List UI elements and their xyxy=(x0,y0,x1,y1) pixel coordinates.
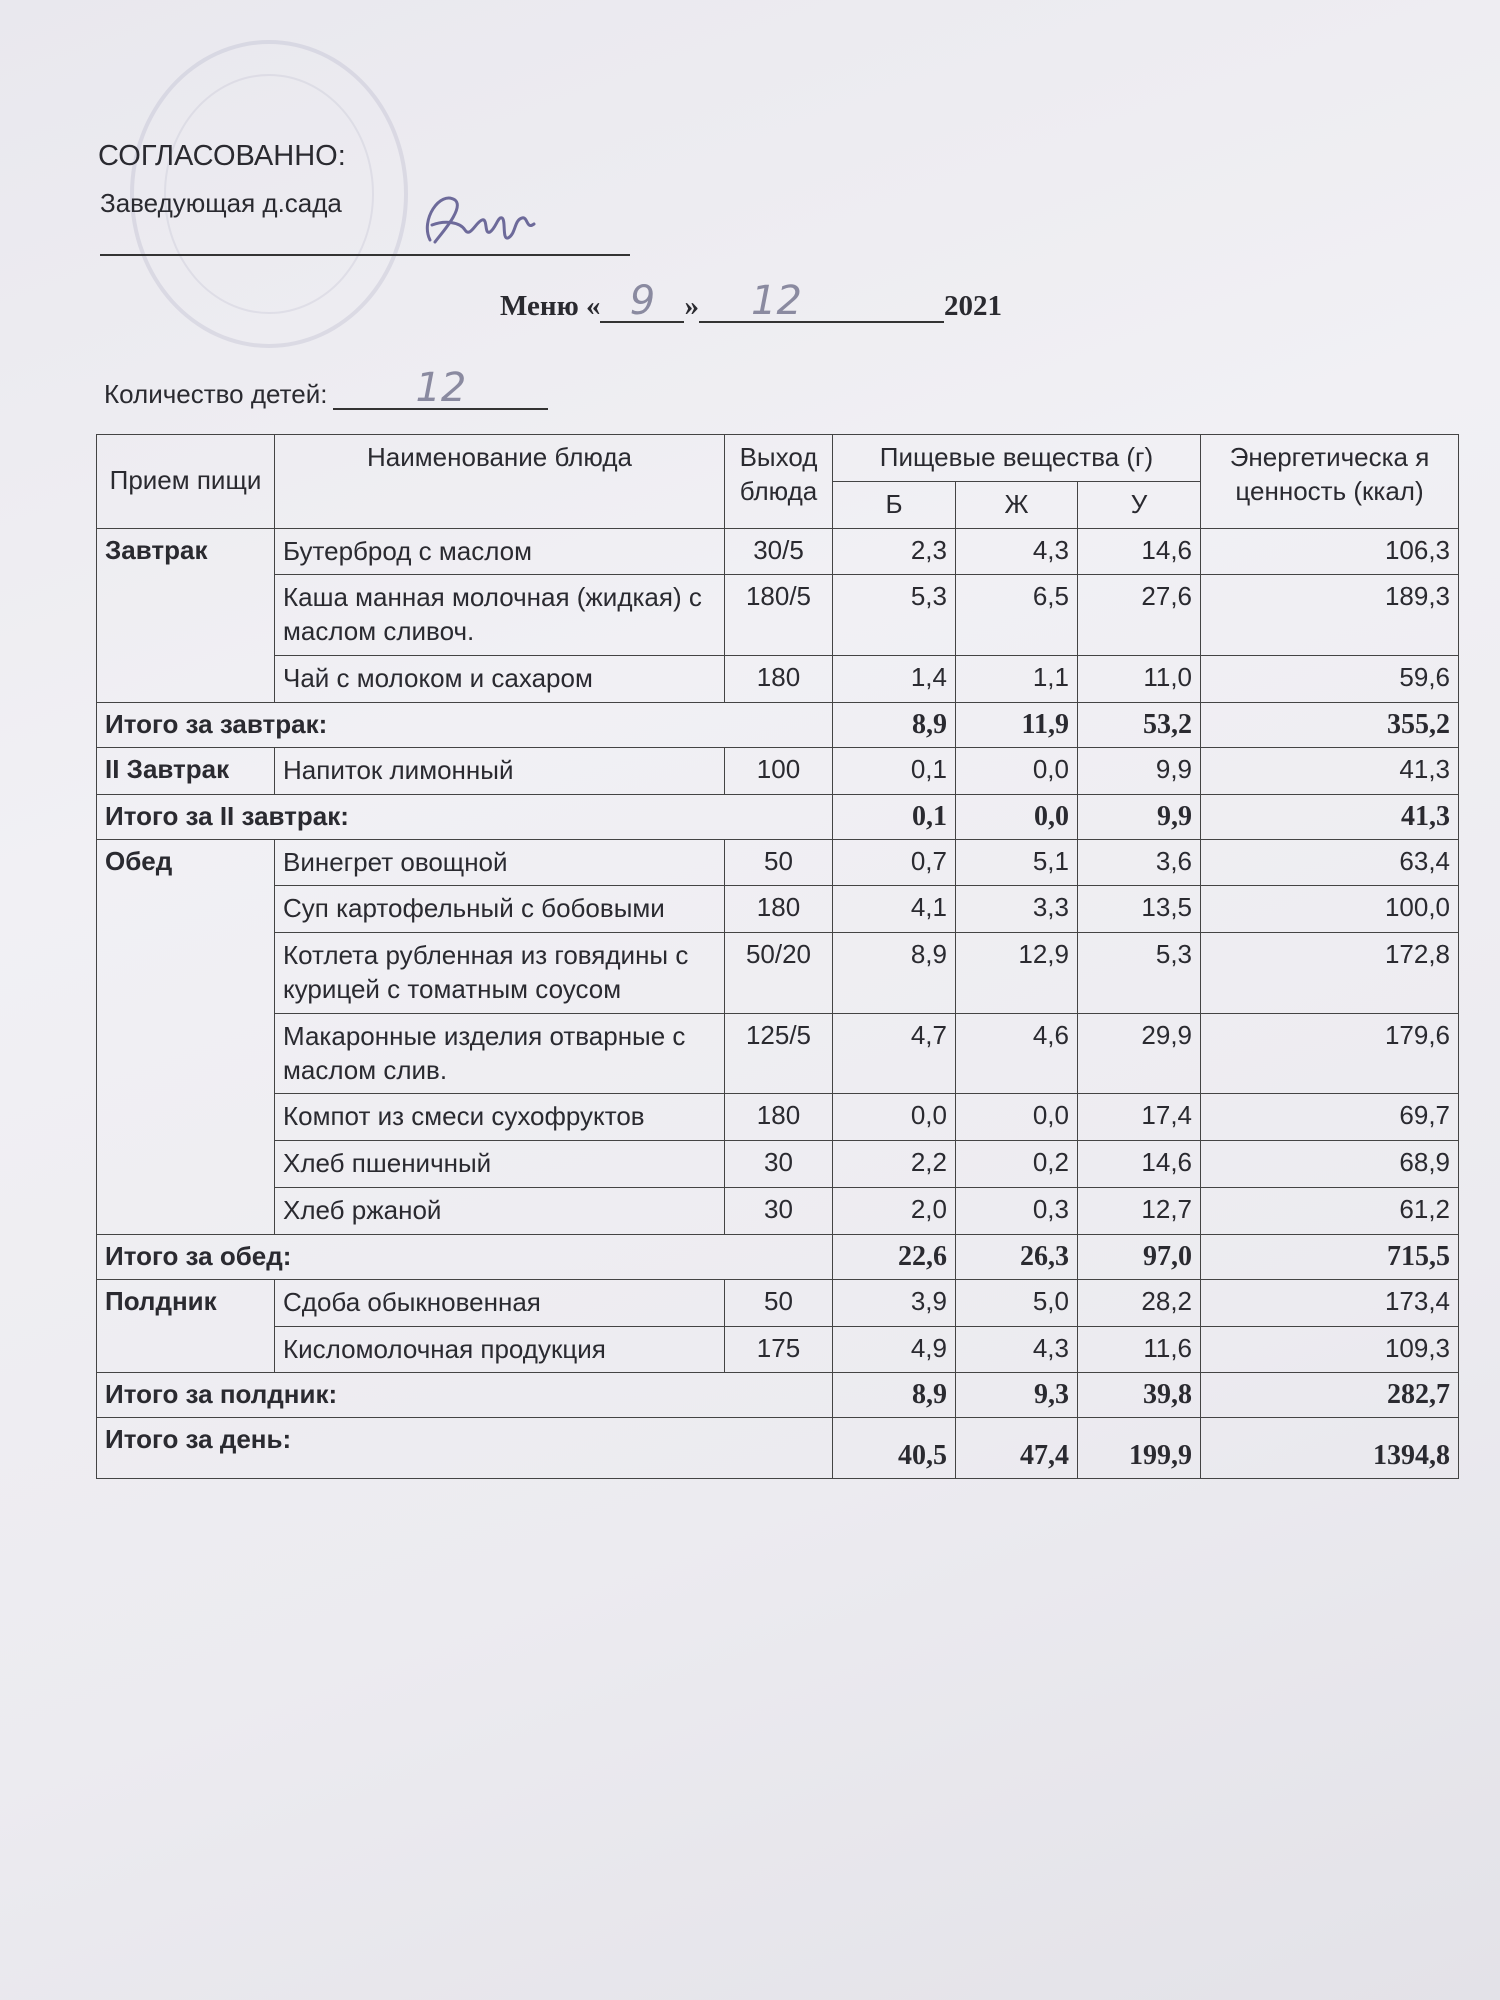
carbs: 12,7 xyxy=(1078,1187,1201,1234)
menu-title-mid: » xyxy=(684,290,699,322)
protein: 2,3 xyxy=(833,528,956,575)
children-label: Количество детей: xyxy=(104,379,328,409)
total-protein: 40,5 xyxy=(833,1418,956,1479)
dish-name: Чай с молоком и сахаром xyxy=(275,655,725,702)
carbs: 17,4 xyxy=(1078,1094,1201,1141)
table-row xyxy=(97,1094,1459,1141)
protein: 0,1 xyxy=(833,747,956,794)
dish-yield: 30/5 xyxy=(725,528,833,575)
carbs: 14,6 xyxy=(1078,1141,1201,1188)
total-protein: 0,1 xyxy=(833,794,956,839)
carbs: 28,2 xyxy=(1078,1279,1201,1326)
total-kcal: 715,5 xyxy=(1201,1234,1459,1279)
total-kcal: 1394,8 xyxy=(1201,1418,1459,1479)
fat: 12,9 xyxy=(956,933,1078,1014)
table-row xyxy=(97,528,1459,575)
dish-name: Котлета рубленная из говядины с курицей с томатным соусом xyxy=(275,933,725,1014)
menu-month: 12 xyxy=(751,278,802,324)
dish-yield: 50 xyxy=(725,1279,833,1326)
total-carbs: 9,9 xyxy=(1078,794,1201,839)
menu-day: 9 xyxy=(629,278,656,324)
total-protein: 8,9 xyxy=(833,1373,956,1418)
kcal: 189,3 xyxy=(1201,575,1459,656)
total-carbs: 97,0 xyxy=(1078,1234,1201,1279)
dish-name: Каша манная молочная (жидкая) с маслом сливоч. xyxy=(275,575,725,656)
table-row xyxy=(97,933,1459,1014)
fat: 0,2 xyxy=(956,1141,1078,1188)
children-count-line xyxy=(104,365,548,411)
dish-name: Винегрет овощной xyxy=(275,839,725,886)
fat: 5,1 xyxy=(956,839,1078,886)
total-kcal: 41,3 xyxy=(1201,794,1459,839)
kcal: 106,3 xyxy=(1201,528,1459,575)
kcal: 68,9 xyxy=(1201,1141,1459,1188)
total-fat: 11,9 xyxy=(956,702,1078,747)
col-energy-header: Энергетическа я ценность (ккал) xyxy=(1201,435,1459,529)
handwritten-signature xyxy=(410,180,550,260)
dish-yield: 175 xyxy=(725,1326,833,1373)
total-fat: 47,4 xyxy=(956,1418,1078,1479)
dish-yield: 30 xyxy=(725,1187,833,1234)
dish-name: Хлеб ржаной xyxy=(275,1187,725,1234)
menu-month-blank xyxy=(699,278,944,324)
dish-yield: 125/5 xyxy=(725,1013,833,1094)
total-row-snack xyxy=(97,1373,1459,1418)
total-carbs: 53,2 xyxy=(1078,702,1201,747)
carbs: 11,0 xyxy=(1078,655,1201,702)
meal-snack: Полдник xyxy=(97,1279,275,1373)
dish-yield: 180 xyxy=(725,886,833,933)
carbs: 29,9 xyxy=(1078,1013,1201,1094)
protein: 4,7 xyxy=(833,1013,956,1094)
col-u-header: У xyxy=(1078,481,1201,528)
head-role-label: Заведующая д.сада xyxy=(100,188,342,218)
protein: 4,1 xyxy=(833,886,956,933)
menu-year: 2021 xyxy=(943,290,1002,322)
col-meal-header: Прием пищи xyxy=(97,435,275,529)
protein: 2,0 xyxy=(833,1187,956,1234)
col-b-header: Б xyxy=(833,481,956,528)
total-protein: 22,6 xyxy=(833,1234,956,1279)
total-label: Итого за полдник: xyxy=(97,1373,833,1418)
header-row xyxy=(97,435,1459,482)
dish-name: Кисломолочная продукция xyxy=(275,1326,725,1373)
carbs: 11,6 xyxy=(1078,1326,1201,1373)
total-label: Итого за II завтрак: xyxy=(97,794,833,839)
kcal: 100,0 xyxy=(1201,886,1459,933)
fat: 5,0 xyxy=(956,1279,1078,1326)
meal-lunch: Обед xyxy=(97,839,275,1234)
table-row xyxy=(97,1279,1459,1326)
menu-title xyxy=(500,278,1002,324)
carbs: 13,5 xyxy=(1078,886,1201,933)
children-blank xyxy=(333,365,548,411)
col-nutrients-header: Пищевые вещества (г) xyxy=(833,435,1201,482)
table-row xyxy=(97,1326,1459,1373)
dish-yield: 50/20 xyxy=(725,933,833,1014)
table-row xyxy=(97,839,1459,886)
menu-table xyxy=(96,434,1459,1479)
table-row xyxy=(97,747,1459,794)
dish-yield: 30 xyxy=(725,1141,833,1188)
kcal: 63,4 xyxy=(1201,839,1459,886)
dish-name: Сдоба обыкновенная xyxy=(275,1279,725,1326)
dish-name: Бутерброд с маслом xyxy=(275,528,725,575)
kcal: 59,6 xyxy=(1201,655,1459,702)
total-protein: 8,9 xyxy=(833,702,956,747)
signature-line xyxy=(100,254,630,256)
protein: 3,9 xyxy=(833,1279,956,1326)
protein: 5,3 xyxy=(833,575,956,656)
protein: 0,0 xyxy=(833,1094,956,1141)
dish-name: Суп картофельный с бобовыми xyxy=(275,886,725,933)
dish-yield: 180 xyxy=(725,655,833,702)
fat: 6,5 xyxy=(956,575,1078,656)
total-fat: 26,3 xyxy=(956,1234,1078,1279)
kcal: 69,7 xyxy=(1201,1094,1459,1141)
total-kcal: 355,2 xyxy=(1201,702,1459,747)
table-row xyxy=(97,1141,1459,1188)
kcal: 109,3 xyxy=(1201,1326,1459,1373)
dish-yield: 180/5 xyxy=(725,575,833,656)
kcal: 173,4 xyxy=(1201,1279,1459,1326)
table-row xyxy=(97,1013,1459,1094)
table-row xyxy=(97,1187,1459,1234)
menu-title-prefix: Меню « xyxy=(500,290,601,322)
carbs: 9,9 xyxy=(1078,747,1201,794)
total-row-lunch xyxy=(97,1234,1459,1279)
dish-yield: 50 xyxy=(725,839,833,886)
meal-breakfast: Завтрак xyxy=(97,528,275,702)
table-row xyxy=(97,886,1459,933)
carbs: 5,3 xyxy=(1078,933,1201,1014)
fat: 0,0 xyxy=(956,1094,1078,1141)
total-label: Итого за завтрак: xyxy=(97,702,833,747)
fat: 3,3 xyxy=(956,886,1078,933)
kcal: 172,8 xyxy=(1201,933,1459,1014)
kcal: 61,2 xyxy=(1201,1187,1459,1234)
menu-day-blank xyxy=(600,278,684,324)
total-label: Итого за обед: xyxy=(97,1234,833,1279)
fat: 0,3 xyxy=(956,1187,1078,1234)
children-count: 12 xyxy=(415,365,467,411)
dish-name: Напиток лимонный xyxy=(275,747,725,794)
dish-yield: 180 xyxy=(725,1094,833,1141)
total-row-day xyxy=(97,1418,1459,1479)
total-fat: 0,0 xyxy=(956,794,1078,839)
protein: 4,9 xyxy=(833,1326,956,1373)
col-yield-header: Выход блюда xyxy=(725,435,833,529)
total-row-breakfast xyxy=(97,702,1459,747)
dish-name: Компот из смеси сухофруктов xyxy=(275,1094,725,1141)
table-row xyxy=(97,655,1459,702)
carbs: 27,6 xyxy=(1078,575,1201,656)
kcal: 41,3 xyxy=(1201,747,1459,794)
kcal: 179,6 xyxy=(1201,1013,1459,1094)
col-dish-header: Наименование блюда xyxy=(275,435,725,529)
dish-name: Хлеб пшеничный xyxy=(275,1141,725,1188)
table-row xyxy=(97,575,1459,656)
total-carbs: 39,8 xyxy=(1078,1373,1201,1418)
col-zh-header: Ж xyxy=(956,481,1078,528)
fat: 4,3 xyxy=(956,1326,1078,1373)
fat: 1,1 xyxy=(956,655,1078,702)
protein: 1,4 xyxy=(833,655,956,702)
carbs: 3,6 xyxy=(1078,839,1201,886)
carbs: 14,6 xyxy=(1078,528,1201,575)
total-kcal: 282,7 xyxy=(1201,1373,1459,1418)
total-fat: 9,3 xyxy=(956,1373,1078,1418)
total-label: Итого за день: xyxy=(97,1418,833,1479)
dish-yield: 100 xyxy=(725,747,833,794)
dish-name: Макаронные изделия отварные с маслом слив. xyxy=(275,1013,725,1094)
fat: 4,6 xyxy=(956,1013,1078,1094)
total-carbs: 199,9 xyxy=(1078,1418,1201,1479)
protein: 8,9 xyxy=(833,933,956,1014)
fat: 4,3 xyxy=(956,528,1078,575)
fat: 0,0 xyxy=(956,747,1078,794)
protein: 0,7 xyxy=(833,839,956,886)
total-row-breakfast2 xyxy=(97,794,1459,839)
protein: 2,2 xyxy=(833,1141,956,1188)
approval-heading: СОГЛАСОВАННО: xyxy=(98,140,346,172)
meal-breakfast2: II Завтрак xyxy=(97,747,275,794)
